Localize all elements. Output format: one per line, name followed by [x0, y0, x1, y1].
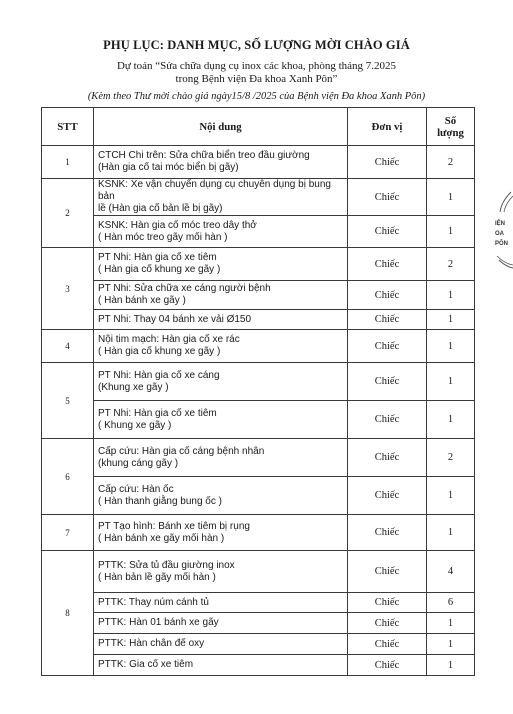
content-line-2: (khung cáng gãy ) [98, 457, 179, 469]
stt-cell: 6 [42, 439, 94, 515]
qty-cell: 1 [427, 363, 475, 401]
qty-cell: 1 [427, 310, 475, 330]
stt-cell: 7 [42, 515, 94, 551]
unit-cell: Chiếc [348, 551, 427, 593]
content-cell [94, 439, 348, 477]
content-line-2: ( Hàn bánh xe gãy ) [98, 295, 186, 306]
stt-cell: 2 [42, 179, 94, 248]
qty-cell: 6 [427, 593, 475, 613]
unit-cell: Chiếc [348, 439, 427, 477]
unit-cell: Chiếc [348, 146, 427, 179]
stt-cell: 3 [42, 248, 94, 330]
content-cell [94, 216, 348, 248]
content-line-1: PTTK: Sửa tủ đầu giường inox [98, 559, 235, 571]
table-row [42, 655, 475, 676]
content-line-2: ( Hàn bản lề gãy mối hàn ) [98, 571, 216, 583]
unit-cell: Chiếc [348, 634, 427, 655]
unit-cell: Chiếc [348, 401, 427, 439]
qty-cell: 1 [427, 401, 475, 439]
content-line-2: ( Hàn gia cố khung xe gãy ) [98, 346, 221, 357]
stamp-text-3: PÔN [495, 241, 509, 247]
content-line-1: Cấp cứu: Hàn ốc [98, 483, 174, 495]
unit-cell: Chiếc [348, 477, 427, 515]
content-line-2: (Khung xe gãy ) [98, 381, 169, 393]
content-cell [94, 515, 348, 551]
unit-cell: Chiếc [348, 330, 427, 363]
table-row [42, 634, 475, 655]
subtitle-line-1: Dự toán “Sửa chữa dụng cụ inox các khoa, phòng tháng 7.2025 [116, 60, 397, 72]
items-table [41, 107, 475, 676]
table-row [42, 477, 475, 515]
stt-cell: 8 [42, 551, 94, 676]
content-line-1: Nội tim mạch: Hàn gia cố xe rác [98, 334, 240, 345]
qty-cell: 1 [427, 613, 475, 634]
stamp-text-2: OA [495, 231, 504, 237]
content-line-1: PT Nhi: Thay 04 bánh xe vải Ø150 [98, 313, 252, 325]
content-line-1: PT Nhi: Hàn gia cố xe tiêm [98, 252, 217, 263]
content-line-2: ( Hàn gia cố khung xe gãy ) [98, 264, 221, 275]
qty-cell: 1 [427, 281, 475, 310]
content-line-1: PT Nhi: Hàn gia cố xe tiêm [98, 407, 217, 419]
table-header-row [42, 108, 475, 146]
qty-cell: 1 [427, 515, 475, 551]
content-cell [94, 146, 348, 179]
unit-cell: Chiếc [348, 216, 427, 248]
table-row [42, 248, 475, 281]
content-line-2: ( Hàn bánh xe gãy mối hàn ) [98, 532, 225, 544]
unit-cell: Chiếc [348, 248, 427, 281]
unit-cell: Chiếc [348, 363, 427, 401]
table-row [42, 439, 475, 477]
content-cell [94, 179, 348, 216]
qty-cell: 1 [427, 179, 475, 216]
content-line-1: PTTK: Gia cố xe tiêm [98, 659, 194, 670]
table-row [42, 281, 475, 310]
hospital-stamp [491, 190, 513, 270]
content-cell [94, 248, 348, 281]
content-line-1: PT Nhi: Hàn gia cố xe cáng [98, 369, 220, 381]
qty-cell: 2 [427, 439, 475, 477]
header-content: Nội dung [94, 108, 348, 146]
document-title: PHỤ LỤC: DANH MỤC, SỐ LƯỢNG MỜI CHÀO GIÁ [103, 38, 410, 52]
header-qty-line-1: Số [444, 114, 457, 127]
table-row [42, 216, 475, 248]
attachment-note: (Kèm theo Thư mời chào giá ngày15/8 /2025 của Bệnh viện Đa khoa Xanh Pôn) [87, 91, 426, 102]
qty-cell: 1 [427, 477, 475, 515]
unit-cell: Chiếc [348, 281, 427, 310]
content-cell [94, 401, 348, 439]
qty-cell: 1 [427, 216, 475, 248]
unit-cell: Chiếc [348, 613, 427, 634]
content-cell [94, 655, 348, 676]
table-row [42, 401, 475, 439]
table-row [42, 593, 475, 613]
content-line-1: Cấp cứu: Hàn gia cố cáng bệnh nhân [98, 445, 265, 457]
header-qty [427, 108, 475, 146]
header-unit: Đơn vị [348, 108, 427, 146]
content-line-2: ( Khung xe gãy ) [98, 419, 172, 431]
content-line-1: PTTK: Hàn 01 bánh xe gãy [98, 617, 219, 628]
unit-cell: Chiếc [348, 593, 427, 613]
qty-cell: 1 [427, 655, 475, 676]
stt-cell: 5 [42, 363, 94, 439]
content-line-1: PTTK: Hàn chân đế oxy [98, 638, 205, 649]
unit-cell: Chiếc [348, 655, 427, 676]
unit-cell: Chiếc [348, 310, 427, 330]
content-cell [94, 551, 348, 593]
content-line-1: PT Tạo hình: Bánh xe tiêm bị rụng [98, 520, 250, 532]
content-line-2: (Hàn gia cố tai móc biển bị gãy) [98, 162, 239, 173]
header-stt: STT [42, 108, 94, 146]
table-row [42, 551, 475, 593]
table-row [42, 363, 475, 401]
content-line-2: ( Hàn thanh giằng bung ốc ) [98, 495, 222, 507]
qty-cell: 2 [427, 146, 475, 179]
content-line-1: PTTK: Thay núm cánh tủ [98, 596, 209, 608]
table-row [42, 515, 475, 551]
table-row [42, 146, 475, 179]
unit-cell: Chiếc [348, 515, 427, 551]
stt-cell: 1 [42, 146, 94, 179]
content-cell [94, 593, 348, 613]
table-row [42, 310, 475, 330]
qty-cell: 2 [427, 248, 475, 281]
qty-cell: 4 [427, 551, 475, 593]
table-row [42, 330, 475, 363]
stamp-text-1: IỆN [495, 221, 506, 227]
content-line-1: KSNK: Xe vận chuyển dụng cụ chuyên dụng bị bung bản [98, 179, 331, 202]
content-line-1: CTCH Chi trên: Sửa chữa biển treo đầu giường [98, 150, 310, 161]
qty-cell: 1 [427, 634, 475, 655]
content-cell [94, 634, 348, 655]
content-cell [94, 363, 348, 401]
unit-cell: Chiếc [348, 179, 427, 216]
content-cell [94, 613, 348, 634]
table-row [42, 179, 475, 216]
stt-cell: 4 [42, 330, 94, 363]
content-line-1: KSNK: Hàn gia cố móc treo dây thở [98, 219, 257, 231]
content-line-2: ( Hàn móc treo gãy mối hàn ) [98, 231, 228, 243]
content-cell [94, 310, 348, 330]
content-line-2: lề (Hàn gia cố bản lề bị gãy) [98, 203, 223, 214]
qty-cell: 1 [427, 330, 475, 363]
subtitle-line-2: trong Bệnh viện Đa khoa Xanh Pôn” [175, 73, 338, 85]
table-row [42, 613, 475, 634]
header-qty-line-2: lượng [437, 126, 464, 139]
content-cell [94, 477, 348, 515]
content-cell [94, 281, 348, 310]
content-line-1: PT Nhi: Sửa chữa xe cáng người bệnh [98, 283, 271, 294]
content-cell [94, 330, 348, 363]
